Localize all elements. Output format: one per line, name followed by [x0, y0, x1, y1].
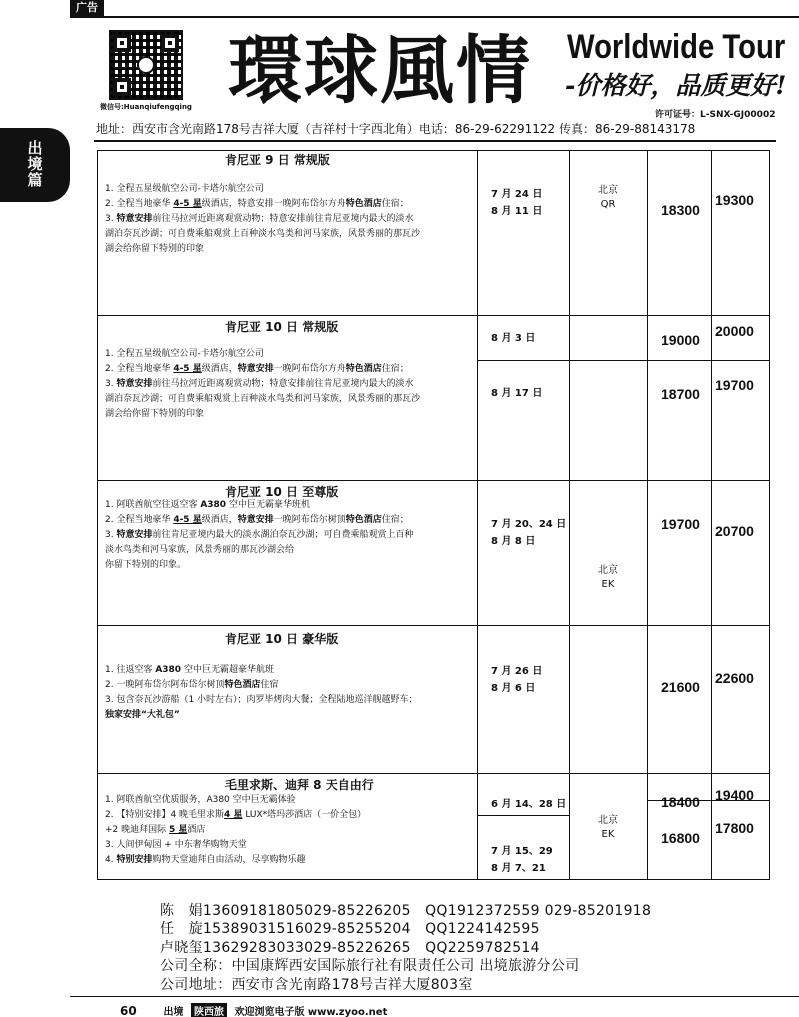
- wechat-id: 微信号:Huanqiufengqing: [100, 103, 192, 111]
- departure-qr: 北京 QR: [598, 185, 618, 210]
- license-number: 许可证号：L-SNX-GJ00002: [655, 110, 776, 120]
- contact-line: 任 旋15389031516029-85255204 QQ1224142595: [160, 921, 540, 938]
- footer-text: 欢迎浏览电子版 www.zyoo.net: [234, 1007, 388, 1017]
- slogan: -价格好，品质更好!: [565, 71, 787, 100]
- tour-title: 肯尼亚 9 日 常规版: [225, 153, 330, 167]
- price-single: 20700: [715, 523, 754, 539]
- footer-logo-box: 陕西旅: [191, 1003, 227, 1017]
- tour-dates: 7 月 24 日 8 月 11 日: [491, 189, 543, 217]
- section-tab-char: 境: [27, 155, 43, 173]
- tour-title: 肯尼亚 10 日 豪华版: [225, 632, 339, 646]
- price-adult: 21600: [661, 679, 700, 695]
- contact-line: 卢晓玺13629283033029-85226265 QQ2259782514: [160, 939, 540, 956]
- section-tab-char: 出: [27, 139, 43, 157]
- brand-name-cn: 環球風情: [228, 28, 532, 114]
- departure-ek: 北京 EK: [598, 565, 618, 590]
- price-adult: 18400: [661, 794, 700, 810]
- price-adult: 18300: [661, 202, 700, 218]
- footer-section: 出境: [163, 1007, 184, 1017]
- price-single: 19300: [715, 192, 754, 208]
- page-number: 60: [120, 1004, 137, 1017]
- tour-title: 毛里求斯、迪拜 8 天自由行: [225, 778, 374, 792]
- departure-ek: 北京 EK: [598, 815, 618, 840]
- tour-date: 6 月 14、28 日: [491, 799, 567, 810]
- address-rule: [94, 140, 776, 142]
- tour-dates: 7 月 20、24 日 8 月 8 日: [491, 519, 567, 547]
- price-single: 19700: [715, 377, 754, 393]
- tour-date: 8 月 3 日: [491, 333, 536, 344]
- ad-tag: 广告: [70, 0, 104, 16]
- contact-line: 陈 娟13609181805029-85226205 QQ1912372559 029-85201918: [160, 903, 652, 919]
- section-tab-char: 篇: [27, 171, 43, 189]
- brand-name-en: Worldwide Tour: [567, 28, 786, 66]
- tour-description: 1. 全程五星级航空公司-卡塔尔航空公司 2. 全程当地豪华 4-5 星级酒店，特意安排一晚阿布岱尔方舟特色酒店住宿； 3. 特意安排前往马拉河近距离观赏动物；特意安排前往肯尼亚境内最大的淡水 湖泊奈瓦沙湖；可自费乘船观赏上百种淡水鸟类和河马家族，风景秀丽的那瓦沙 湖会给你留下特别的印象: [105, 349, 421, 419]
- section-tab: [0, 128, 70, 202]
- qr-code-icon: [109, 30, 183, 100]
- price-adult: 19000: [661, 332, 700, 348]
- top-rule: [70, 16, 799, 18]
- tour-description: 1. 阿联酋航空往返空客 A380 空中巨无霸豪华班机 2. 全程当地豪华 4-5 星级酒店，特意安排一晚阿布岱尔树顶特色酒店住宿； 3. 特意安排前往肯尼亚境内最大的淡水湖泊奈瓦沙湖；可自费乘船观赏上百种 淡水鸟类和河马家族，风景秀丽的那瓦沙湖会给 你留下特别的印象。: [105, 500, 414, 570]
- tour-description: 1. 往返空客 A380 空中巨无霸超豪华航班 2. 一晚阿布岱尔阿布岱尔树顶特色酒店住宿 3. 包含奈瓦沙游船（1 小时左右）；肉罗毕烤肉大餐；全程陆地巡洋舰越野车； 独家安排“大礼包”: [105, 665, 418, 720]
- price-single: 19400: [715, 787, 754, 803]
- tour-date: 8 月 17 日: [491, 388, 543, 399]
- price-adult: 16800: [661, 830, 700, 846]
- company-name: 公司全称：中国康辉西安国际旅行社有限责任公司 出境旅游分公司: [160, 958, 580, 975]
- price-single: 22600: [715, 670, 754, 686]
- company-address: 地址：西安市含光南路178号吉祥大厦（吉祥村十字西北角）电话：86-29-62291122 传真：86-29-88143178: [96, 122, 696, 136]
- tour-title: 肯尼亚 10 日 常规版: [225, 320, 339, 334]
- price-adult: 18700: [661, 386, 700, 402]
- price-adult: 19700: [661, 516, 700, 532]
- footer: [120, 1003, 387, 1017]
- tour-dates: 7 月 15、29 8 月 7、21: [491, 846, 553, 874]
- price-single: 17800: [715, 820, 754, 836]
- contact-list: [160, 902, 651, 994]
- tour-title: 肯尼亚 10 日 至尊版: [225, 485, 339, 499]
- tour-description: 1. 阿联酋航空优质服务，A380 空中巨无霸体验 2. 【特别安排】4 晚毛里求斯4 星 LUX*塔玛莎酒店（一价全包） +2 晚迪拜国际 5 星酒店 3. 人间伊甸园 + 中东奢华购物天堂 4. 特别安排购物天堂迪拜自由活动，尽享购物乐趣: [105, 795, 367, 865]
- price-single: 20000: [715, 323, 754, 339]
- tour-dates: 7 月 26 日 8 月 6 日: [491, 666, 543, 694]
- tour-description: 1. 全程五星级航空公司-卡塔尔航空公司 2. 全程当地豪华 4-5 星级酒店，特意安排一晚阿布岱尔方舟特色酒店住宿； 3. 特意安排前往马拉河近距离观赏动物；特意安排前往肯尼亚境内最大的淡水 湖泊奈瓦沙湖；可自费乘船观赏上百种淡水鸟类和河马家族，风景秀丽的那瓦沙 湖会给你留下特别的印象: [105, 184, 421, 254]
- company-address-line: 公司地址：西安市含光南路178号吉祥大厦803室: [160, 976, 473, 993]
- footer-rule: [70, 996, 799, 997]
- tour-table: [97, 150, 770, 880]
